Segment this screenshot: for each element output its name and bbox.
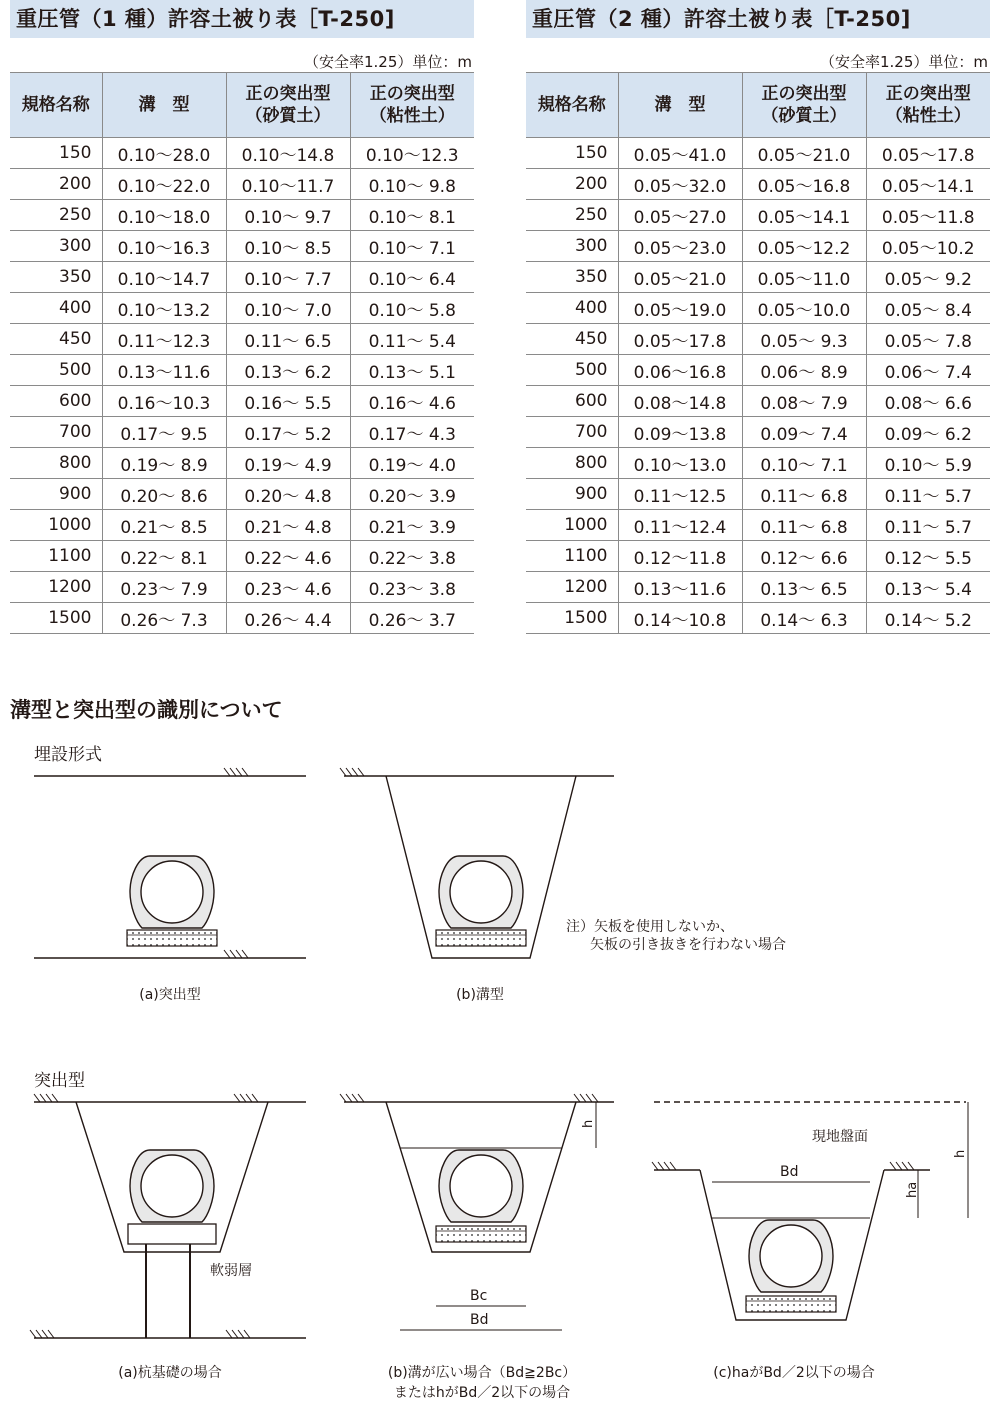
cover-range-cell: 0.22〜 4.6 [226, 541, 350, 572]
cover-range-cell: 0.10〜16.3 [102, 231, 226, 262]
diagram-burial-trench [340, 768, 614, 958]
cover-range-cell: 0.10〜13.0 [618, 448, 742, 479]
cover-range-cell: 0.10〜22.0 [102, 169, 226, 200]
cover-range-cell: 0.08〜 7.9 [742, 386, 866, 417]
size-cell: 700 [10, 417, 102, 448]
cover-range-cell: 0.09〜 6.2 [866, 417, 990, 448]
cover-range-cell: 0.05〜41.0 [618, 138, 742, 169]
size-cell: 800 [10, 448, 102, 479]
cover-range-cell: 0.21〜 4.8 [226, 510, 350, 541]
cover-range-cell: 0.26〜 3.7 [350, 603, 474, 634]
size-cell: 600 [526, 386, 618, 417]
cover-range-cell: 0.05〜 8.4 [866, 293, 990, 324]
cover-range-cell: 0.20〜 8.6 [102, 479, 226, 510]
cover-range-cell: 0.10〜12.3 [350, 138, 474, 169]
cover-range-cell: 0.13〜 6.2 [226, 355, 350, 386]
column-header: 正の突出型 （粘性土） [866, 73, 990, 138]
cover-range-cell: 0.05〜11.8 [866, 200, 990, 231]
cover-range-cell: 0.19〜 8.9 [102, 448, 226, 479]
cover-range-cell: 0.11〜 6.8 [742, 479, 866, 510]
dim-h-label-wide: h [581, 1119, 596, 1128]
size-cell: 1500 [10, 603, 102, 634]
cover-range-cell: 0.05〜16.8 [742, 169, 866, 200]
column-header: 正の突出型 （砂質土） [742, 73, 866, 138]
cover-range-cell: 0.05〜14.1 [866, 169, 990, 200]
cover-range-cell: 0.10〜28.0 [102, 138, 226, 169]
cover-range-cell: 0.20〜 3.9 [350, 479, 474, 510]
cover-range-cell: 0.23〜 4.6 [226, 572, 350, 603]
diagram-wide-trench [340, 1094, 614, 1330]
cover-range-cell: 0.10〜18.0 [102, 200, 226, 231]
cover-range-cell: 0.26〜 7.3 [102, 603, 226, 634]
cover-range-cell: 0.21〜 8.5 [102, 510, 226, 541]
cover-range-cell: 0.10〜 7.1 [742, 448, 866, 479]
cover-range-cell: 0.05〜23.0 [618, 231, 742, 262]
size-cell: 400 [10, 293, 102, 324]
size-cell: 1100 [526, 541, 618, 572]
size-cell: 300 [10, 231, 102, 262]
cover-range-cell: 0.14〜10.8 [618, 603, 742, 634]
cover-range-cell: 0.12〜 5.5 [866, 541, 990, 572]
cover-range-cell: 0.13〜11.6 [618, 572, 742, 603]
size-cell: 350 [526, 262, 618, 293]
size-cell: 250 [10, 200, 102, 231]
cover-range-cell: 0.05〜11.0 [742, 262, 866, 293]
cover-range-cell: 0.26〜 4.4 [226, 603, 350, 634]
cover-range-cell: 0.05〜 7.8 [866, 324, 990, 355]
cover-range-cell: 0.10〜 8.5 [226, 231, 350, 262]
diagram-pile-foundation [30, 1094, 306, 1338]
cover-range-cell: 0.08〜14.8 [618, 386, 742, 417]
size-cell: 200 [526, 169, 618, 200]
size-cell: 1100 [10, 541, 102, 572]
cover-range-cell: 0.13〜 5.1 [350, 355, 474, 386]
size-cell: 200 [10, 169, 102, 200]
burial-caption-projection: (a)突出型 [139, 987, 201, 1003]
diagram-burial-projection [34, 768, 306, 958]
size-cell: 500 [10, 355, 102, 386]
ground-surface-label: 現地盤面 [812, 1129, 868, 1145]
cover-range-cell: 0.16〜 4.6 [350, 386, 474, 417]
cover-range-cell: 0.06〜16.8 [618, 355, 742, 386]
cover-range-cell: 0.05〜27.0 [618, 200, 742, 231]
cover-range-cell: 0.19〜 4.9 [226, 448, 350, 479]
size-cell: 800 [526, 448, 618, 479]
projection-type-label: 突出型 [34, 1071, 85, 1091]
cover-range-cell: 0.11〜12.3 [102, 324, 226, 355]
size-cell: 500 [526, 355, 618, 386]
size-cell: 450 [10, 324, 102, 355]
cover-range-cell: 0.20〜 4.8 [226, 479, 350, 510]
cover-range-cell: 0.05〜12.2 [742, 231, 866, 262]
cover-range-cell: 0.11〜 5.7 [866, 479, 990, 510]
cover-range-cell: 0.05〜19.0 [618, 293, 742, 324]
dim-bd-label-wide: Bd [470, 1312, 489, 1328]
cover-range-cell: 0.22〜 3.8 [350, 541, 474, 572]
cover-range-cell: 0.10〜 5.9 [866, 448, 990, 479]
cover-range-cell: 0.11〜 5.4 [350, 324, 474, 355]
size-cell: 150 [10, 138, 102, 169]
cover-range-cell: 0.05〜 9.2 [866, 262, 990, 293]
cover-range-cell: 0.23〜 3.8 [350, 572, 474, 603]
cover-range-cell: 0.05〜21.0 [742, 138, 866, 169]
size-cell: 450 [526, 324, 618, 355]
diagram-shallow-ha [652, 1102, 968, 1320]
cover-range-cell: 0.10〜 7.1 [350, 231, 474, 262]
size-cell: 1500 [526, 603, 618, 634]
note-line-1: 注）矢板を使用しないか、 [566, 919, 734, 935]
cover-range-cell: 0.11〜12.5 [618, 479, 742, 510]
size-cell: 600 [10, 386, 102, 417]
cover-range-cell: 0.10〜 7.0 [226, 293, 350, 324]
projection-caption-wide-2: またはhがBd／2以下の場合 [393, 1385, 571, 1401]
projection-caption-wide-1: (b)溝が広い場合（Bd≧2Bc） [387, 1365, 577, 1381]
cover-range-cell: 0.10〜 8.1 [350, 200, 474, 231]
table-title: 重圧管（1 種）許容土被り表［T-250] [10, 0, 474, 38]
cover-range-cell: 0.05〜10.2 [866, 231, 990, 262]
table-note: （安全率1.25）単位：m [303, 53, 472, 71]
burial-type-label: 埋設形式 [34, 745, 102, 765]
dim-h-label-shallow: h [953, 1149, 968, 1158]
cover-range-cell: 0.05〜14.1 [742, 200, 866, 231]
dim-bd-label-shallow: Bd [780, 1164, 799, 1180]
cover-range-cell: 0.05〜 9.3 [742, 324, 866, 355]
cover-range-cell: 0.17〜 9.5 [102, 417, 226, 448]
size-cell: 1000 [526, 510, 618, 541]
cover-range-cell: 0.10〜 9.8 [350, 169, 474, 200]
cover-range-cell: 0.05〜10.0 [742, 293, 866, 324]
cover-range-cell: 0.09〜 7.4 [742, 417, 866, 448]
column-header: 正の突出型 （砂質土） [226, 73, 350, 138]
section-heading: 溝型と突出型の識別について [10, 698, 283, 722]
size-cell: 1200 [10, 572, 102, 603]
cover-range-cell: 0.10〜14.7 [102, 262, 226, 293]
cover-range-cell: 0.10〜 9.7 [226, 200, 350, 231]
size-cell: 1200 [526, 572, 618, 603]
column-header: 正の突出型 （粘性土） [350, 73, 474, 138]
cover-range-cell: 0.10〜 5.8 [350, 293, 474, 324]
size-cell: 300 [526, 231, 618, 262]
dim-ha-label: ha [905, 1181, 920, 1198]
size-cell: 700 [526, 417, 618, 448]
cover-range-cell: 0.11〜 6.8 [742, 510, 866, 541]
size-cell: 350 [10, 262, 102, 293]
projection-caption-pile: (a)杭基礎の場合 [118, 1365, 222, 1381]
cover-range-cell: 0.16〜10.3 [102, 386, 226, 417]
cover-range-cell: 0.17〜 4.3 [350, 417, 474, 448]
cover-range-cell: 0.19〜 4.0 [350, 448, 474, 479]
cover-range-cell: 0.11〜 6.5 [226, 324, 350, 355]
table-note: （安全率1.25）単位：m [819, 53, 988, 71]
note-line-2: 矢板の引き抜きを行わない場合 [590, 937, 786, 953]
cover-range-cell: 0.14〜 5.2 [866, 603, 990, 634]
cover-range-cell: 0.08〜 6.6 [866, 386, 990, 417]
size-cell: 150 [526, 138, 618, 169]
cover-range-cell: 0.05〜32.0 [618, 169, 742, 200]
cover-range-cell: 0.12〜 6.6 [742, 541, 866, 572]
column-header: 規格名称 [10, 73, 102, 138]
size-cell: 900 [526, 479, 618, 510]
cover-range-cell: 0.09〜13.8 [618, 417, 742, 448]
cover-range-cell: 0.10〜 7.7 [226, 262, 350, 293]
column-header: 溝 型 [618, 73, 742, 138]
cover-range-cell: 0.05〜17.8 [618, 324, 742, 355]
cover-range-cell: 0.06〜 7.4 [866, 355, 990, 386]
column-header: 溝 型 [102, 73, 226, 138]
cover-range-cell: 0.23〜 7.9 [102, 572, 226, 603]
weak-layer-label: 軟弱層 [210, 1263, 252, 1279]
projection-caption-ha: (c)haがBd／2以下の場合 [713, 1365, 875, 1381]
burial-caption-trench: (b)溝型 [456, 987, 504, 1003]
size-cell: 900 [10, 479, 102, 510]
cover-range-cell: 0.11〜 5.7 [866, 510, 990, 541]
cover-range-cell: 0.13〜 5.4 [866, 572, 990, 603]
cover-range-cell: 0.21〜 3.9 [350, 510, 474, 541]
cover-range-cell: 0.10〜 6.4 [350, 262, 474, 293]
cover-range-cell: 0.14〜 6.3 [742, 603, 866, 634]
size-cell: 250 [526, 200, 618, 231]
size-cell: 400 [526, 293, 618, 324]
cover-range-cell: 0.22〜 8.1 [102, 541, 226, 572]
cover-range-cell: 0.16〜 5.5 [226, 386, 350, 417]
cover-range-cell: 0.11〜12.4 [618, 510, 742, 541]
column-header: 規格名称 [526, 73, 618, 138]
cover-range-cell: 0.05〜17.8 [866, 138, 990, 169]
size-cell: 1000 [10, 510, 102, 541]
cover-range-cell: 0.06〜 8.9 [742, 355, 866, 386]
cover-range-cell: 0.05〜21.0 [618, 262, 742, 293]
table-title: 重圧管（2 種）許容土被り表［T-250] [526, 0, 990, 38]
cover-range-cell: 0.10〜13.2 [102, 293, 226, 324]
dim-bc-label: Bc [470, 1288, 488, 1304]
cover-range-cell: 0.13〜 6.5 [742, 572, 866, 603]
cover-range-cell: 0.10〜11.7 [226, 169, 350, 200]
cover-range-cell: 0.10〜14.8 [226, 138, 350, 169]
cover-range-cell: 0.13〜11.6 [102, 355, 226, 386]
cover-range-cell: 0.17〜 5.2 [226, 417, 350, 448]
cover-range-cell: 0.12〜11.8 [618, 541, 742, 572]
